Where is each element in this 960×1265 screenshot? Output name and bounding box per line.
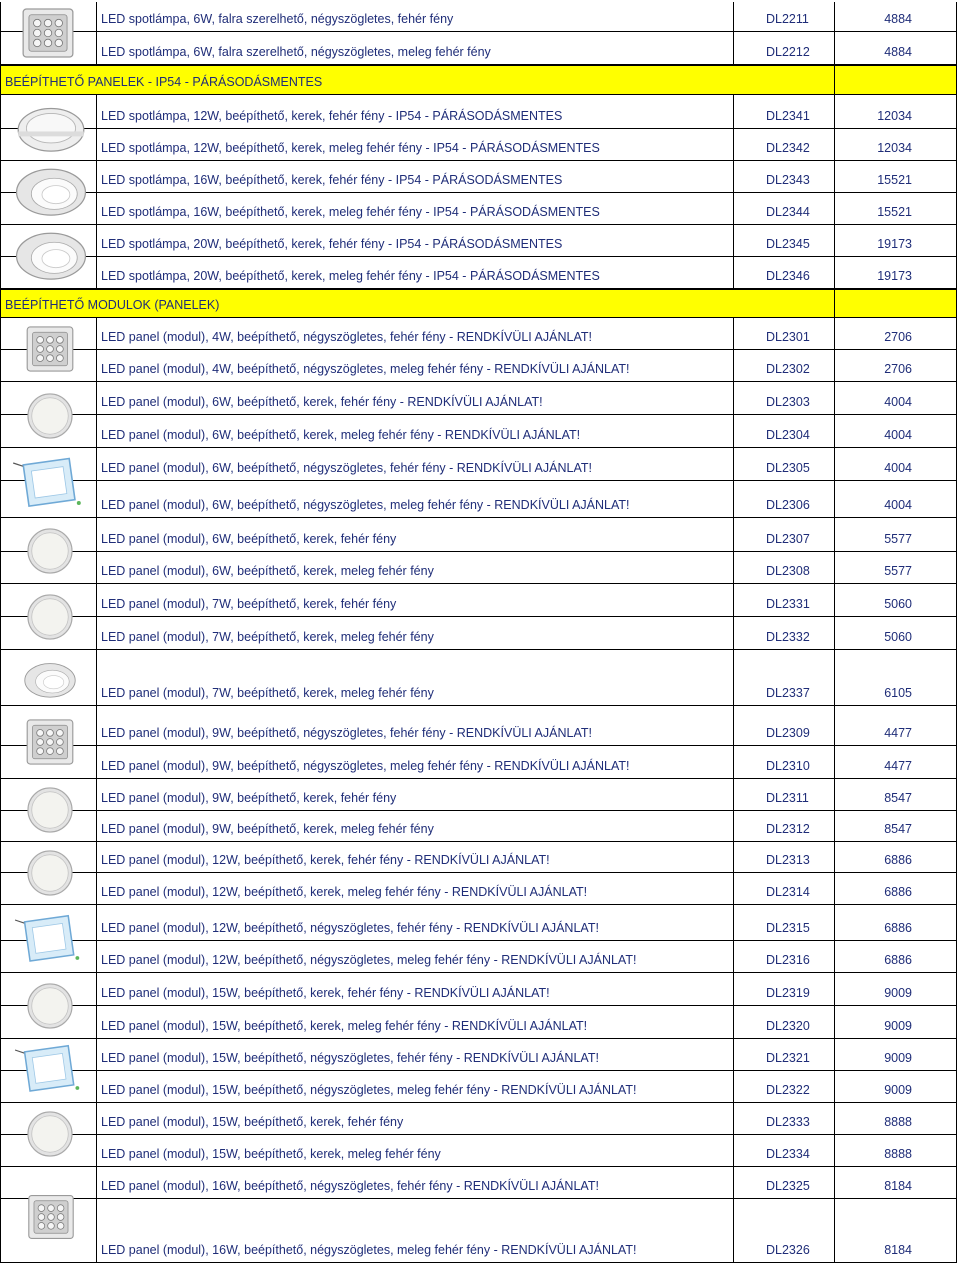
price-cell bbox=[835, 617, 957, 650]
product-code: DL2305 bbox=[766, 461, 810, 475]
product-code: DL2341 bbox=[766, 109, 810, 123]
description-cell bbox=[97, 1199, 734, 1263]
product-row bbox=[0, 584, 960, 617]
product-row bbox=[0, 650, 960, 706]
product-description: LED panel (modul), 6W, beépíthető, kerek, meleg fehér fény bbox=[101, 564, 434, 578]
code-cell bbox=[734, 350, 835, 382]
image-cell bbox=[0, 448, 97, 481]
description-cell bbox=[97, 350, 734, 382]
product-code: DL2319 bbox=[766, 986, 810, 1000]
description-cell bbox=[97, 552, 734, 584]
code-cell bbox=[734, 193, 835, 225]
code-cell bbox=[734, 617, 835, 650]
code-cell bbox=[734, 811, 835, 842]
product-row bbox=[0, 32, 960, 65]
product-description: LED panel (modul), 15W, beépíthető, kerek, meleg fehér fény bbox=[101, 1147, 441, 1161]
product-description: LED spotlámpa, 12W, beépíthető, kerek, meleg fehér fény - IP54 - PÁRÁSODÁSMENTES bbox=[101, 141, 600, 155]
image-cell bbox=[0, 973, 97, 1006]
product-code: DL2334 bbox=[766, 1147, 810, 1161]
product-code: DL2322 bbox=[766, 1083, 810, 1097]
product-code: DL2313 bbox=[766, 853, 810, 867]
code-cell bbox=[734, 973, 835, 1006]
product-row bbox=[0, 448, 960, 481]
price-cell bbox=[835, 873, 957, 905]
product-price: 4884 bbox=[884, 45, 912, 59]
code-cell bbox=[734, 1103, 835, 1135]
price-cell bbox=[835, 415, 957, 448]
price-cell bbox=[835, 1039, 957, 1071]
product-row bbox=[0, 257, 960, 289]
description-cell bbox=[97, 382, 734, 415]
product-price: 9009 bbox=[884, 1083, 912, 1097]
product-description: LED spotlámpa, 12W, beépíthető, kerek, fehér fény - IP54 - PÁRÁSODÁSMENTES bbox=[101, 109, 563, 123]
product-price: 19173 bbox=[877, 269, 912, 283]
product-code: DL2331 bbox=[766, 597, 810, 611]
product-price: 4004 bbox=[884, 461, 912, 475]
product-price: 9009 bbox=[884, 986, 912, 1000]
image-cell bbox=[0, 1103, 97, 1135]
section-heading: BEÉPÍTHETŐ MODULOK (PANELEK) bbox=[5, 298, 220, 312]
product-description: LED panel (modul), 12W, beépíthető, négyszögletes, fehér fény - RENDKÍVÜLI AJÁNLAT! bbox=[101, 921, 599, 935]
product-code: DL2320 bbox=[766, 1019, 810, 1033]
image-cell bbox=[0, 873, 97, 905]
description-cell bbox=[97, 481, 734, 518]
product-row bbox=[0, 973, 960, 1006]
code-cell bbox=[734, 552, 835, 584]
description-cell bbox=[97, 905, 734, 941]
price-cell bbox=[835, 318, 957, 350]
price-cell bbox=[835, 746, 957, 779]
image-cell bbox=[0, 2, 97, 32]
product-code: DL2306 bbox=[766, 498, 810, 512]
price-cell bbox=[835, 1199, 957, 1263]
product-row bbox=[0, 2, 960, 32]
code-cell bbox=[734, 481, 835, 518]
product-code: DL2345 bbox=[766, 237, 810, 251]
price-cell bbox=[835, 382, 957, 415]
product-code: DL2325 bbox=[766, 1179, 810, 1193]
description-cell bbox=[97, 415, 734, 448]
image-cell bbox=[0, 225, 97, 257]
description-cell bbox=[97, 650, 734, 706]
price-cell bbox=[835, 1167, 957, 1199]
price-cell bbox=[835, 193, 957, 225]
image-cell bbox=[0, 161, 97, 193]
product-row bbox=[0, 779, 960, 811]
product-description: LED spotlámpa, 20W, beépíthető, kerek, fehér fény - IP54 - PÁRÁSODÁSMENTES bbox=[101, 237, 563, 251]
product-description: LED panel (modul), 6W, beépíthető, kerek, meleg fehér fény - RENDKÍVÜLI AJÁNLAT! bbox=[101, 428, 581, 442]
code-cell bbox=[734, 1167, 835, 1199]
product-price: 4477 bbox=[884, 726, 912, 740]
image-cell bbox=[0, 941, 97, 973]
code-cell bbox=[734, 1039, 835, 1071]
price-cell bbox=[835, 481, 957, 518]
product-description: LED panel (modul), 15W, beépíthető, négyszögletes, meleg fehér fény - RENDKÍVÜLI AJÁNLAT! bbox=[101, 1083, 637, 1097]
product-code: DL2212 bbox=[766, 45, 810, 59]
code-cell bbox=[734, 1135, 835, 1167]
product-price: 9009 bbox=[884, 1019, 912, 1033]
image-cell bbox=[0, 552, 97, 584]
product-code: DL2301 bbox=[766, 330, 810, 344]
image-cell bbox=[0, 1135, 97, 1167]
image-cell bbox=[0, 584, 97, 617]
description-cell bbox=[97, 584, 734, 617]
price-cell bbox=[835, 1103, 957, 1135]
code-cell bbox=[734, 32, 835, 65]
product-row bbox=[0, 95, 960, 129]
product-code: DL2321 bbox=[766, 1051, 810, 1065]
price-cell bbox=[835, 584, 957, 617]
image-cell bbox=[0, 350, 97, 382]
product-row bbox=[0, 415, 960, 448]
product-row bbox=[0, 193, 960, 225]
product-row bbox=[0, 617, 960, 650]
section-heading-cell bbox=[0, 289, 835, 318]
image-cell bbox=[0, 1199, 97, 1263]
product-code: DL2304 bbox=[766, 428, 810, 442]
product-row bbox=[0, 1135, 960, 1167]
product-price: 19173 bbox=[877, 237, 912, 251]
price-cell bbox=[835, 650, 957, 706]
product-row bbox=[0, 842, 960, 873]
product-price: 4004 bbox=[884, 498, 912, 512]
product-price: 12034 bbox=[877, 109, 912, 123]
code-cell bbox=[734, 873, 835, 905]
price-cell bbox=[835, 225, 957, 257]
description-cell bbox=[97, 1071, 734, 1103]
product-price: 5060 bbox=[884, 630, 912, 644]
image-cell bbox=[0, 811, 97, 842]
description-cell bbox=[97, 617, 734, 650]
product-price: 15521 bbox=[877, 205, 912, 219]
code-cell bbox=[734, 1006, 835, 1039]
product-description: LED panel (modul), 15W, beépíthető, négyszögletes, fehér fény - RENDKÍVÜLI AJÁNLAT! bbox=[101, 1051, 599, 1065]
product-price: 4004 bbox=[884, 428, 912, 442]
product-row bbox=[0, 1199, 960, 1263]
description-cell bbox=[97, 1135, 734, 1167]
description-cell bbox=[97, 1039, 734, 1071]
price-cell bbox=[835, 257, 957, 289]
product-code: DL2342 bbox=[766, 141, 810, 155]
image-cell bbox=[0, 129, 97, 161]
product-row bbox=[0, 811, 960, 842]
product-description: LED spotlámpa, 6W, falra szerelhető, négyszögletes, fehér fény bbox=[101, 12, 454, 26]
price-cell bbox=[835, 350, 957, 382]
product-price: 2706 bbox=[884, 330, 912, 344]
product-price: 8547 bbox=[884, 791, 912, 805]
code-cell bbox=[734, 941, 835, 973]
product-price: 5060 bbox=[884, 597, 912, 611]
product-price: 2706 bbox=[884, 362, 912, 376]
product-code: DL2343 bbox=[766, 173, 810, 187]
section-heading-cell bbox=[0, 65, 835, 95]
image-cell bbox=[0, 1006, 97, 1039]
image-cell bbox=[0, 415, 97, 448]
code-cell bbox=[734, 905, 835, 941]
product-row bbox=[0, 1071, 960, 1103]
code-cell bbox=[734, 415, 835, 448]
price-cell bbox=[835, 2, 957, 32]
price-cell bbox=[835, 1135, 957, 1167]
price-cell bbox=[835, 1071, 957, 1103]
product-price: 5577 bbox=[884, 532, 912, 546]
product-price: 8888 bbox=[884, 1147, 912, 1161]
description-cell bbox=[97, 973, 734, 1006]
image-cell bbox=[0, 382, 97, 415]
section-header-row bbox=[0, 289, 960, 318]
image-cell bbox=[0, 481, 97, 518]
code-cell bbox=[734, 650, 835, 706]
description-cell bbox=[97, 448, 734, 481]
product-price: 8184 bbox=[884, 1179, 912, 1193]
product-description: LED panel (modul), 6W, beépíthető, kerek, fehér fény bbox=[101, 532, 397, 546]
price-cell bbox=[835, 842, 957, 873]
product-price: 15521 bbox=[877, 173, 912, 187]
description-cell bbox=[97, 318, 734, 350]
product-price: 12034 bbox=[877, 141, 912, 155]
product-description: LED panel (modul), 16W, beépíthető, négyszögletes, fehér fény - RENDKÍVÜLI AJÁNLAT! bbox=[101, 1179, 599, 1193]
product-row bbox=[0, 382, 960, 415]
product-description: LED panel (modul), 6W, beépíthető, kerek, fehér fény - RENDKÍVÜLI AJÁNLAT! bbox=[101, 395, 543, 409]
code-cell bbox=[734, 448, 835, 481]
price-cell bbox=[835, 129, 957, 161]
product-code: DL2307 bbox=[766, 532, 810, 546]
product-price: 4004 bbox=[884, 395, 912, 409]
product-description: LED panel (modul), 12W, beépíthető, négyszögletes, meleg fehér fény - RENDKÍVÜLI AJÁNLAT! bbox=[101, 953, 637, 967]
price-cell bbox=[835, 973, 957, 1006]
code-cell bbox=[734, 382, 835, 415]
code-cell bbox=[734, 318, 835, 350]
description-cell bbox=[97, 129, 734, 161]
code-cell bbox=[734, 779, 835, 811]
product-description: LED panel (modul), 7W, beépíthető, kerek, meleg fehér fény bbox=[101, 686, 434, 700]
price-cell bbox=[835, 161, 957, 193]
product-row bbox=[0, 225, 960, 257]
product-description: LED panel (modul), 15W, beépíthető, kerek, meleg fehér fény - RENDKÍVÜLI AJÁNLAT! bbox=[101, 1019, 588, 1033]
image-cell bbox=[0, 257, 97, 289]
product-description: LED panel (modul), 4W, beépíthető, négyszögletes, fehér fény - RENDKÍVÜLI AJÁNLAT! bbox=[101, 330, 592, 344]
image-cell bbox=[0, 779, 97, 811]
product-description: LED panel (modul), 4W, beépíthető, négyszögletes, meleg fehér fény - RENDKÍVÜLI AJÁNLAT! bbox=[101, 362, 630, 376]
product-description: LED panel (modul), 7W, beépíthető, kerek, fehér fény bbox=[101, 597, 397, 611]
product-description: LED panel (modul), 16W, beépíthető, négyszögletes, meleg fehér fény - RENDKÍVÜLI AJÁNLAT! bbox=[101, 1243, 637, 1257]
code-cell bbox=[734, 257, 835, 289]
product-price: 5577 bbox=[884, 564, 912, 578]
price-cell bbox=[835, 905, 957, 941]
code-cell bbox=[734, 225, 835, 257]
product-price: 9009 bbox=[884, 1051, 912, 1065]
description-cell bbox=[97, 2, 734, 32]
product-row bbox=[0, 552, 960, 584]
product-price: 6886 bbox=[884, 885, 912, 899]
product-price: 4884 bbox=[884, 12, 912, 26]
product-description: LED panel (modul), 9W, beépíthető, kerek, meleg fehér fény bbox=[101, 822, 434, 836]
description-cell bbox=[97, 95, 734, 129]
product-code: DL2211 bbox=[766, 12, 809, 26]
price-cell bbox=[835, 1006, 957, 1039]
image-cell bbox=[0, 95, 97, 129]
product-description: LED panel (modul), 12W, beépíthető, kerek, meleg fehér fény - RENDKÍVÜLI AJÁNLAT! bbox=[101, 885, 588, 899]
code-cell bbox=[734, 129, 835, 161]
product-code: DL2308 bbox=[766, 564, 810, 578]
product-row bbox=[0, 1039, 960, 1071]
product-price: 6886 bbox=[884, 921, 912, 935]
product-description: LED spotlámpa, 6W, falra szerelhető, négyszögletes, meleg fehér fény bbox=[101, 45, 491, 59]
product-code: DL2309 bbox=[766, 726, 810, 740]
image-cell bbox=[0, 1071, 97, 1103]
image-cell bbox=[0, 518, 97, 552]
image-cell bbox=[0, 318, 97, 350]
product-row bbox=[0, 746, 960, 779]
code-cell bbox=[734, 1071, 835, 1103]
description-cell bbox=[97, 1006, 734, 1039]
product-row bbox=[0, 1006, 960, 1039]
product-row bbox=[0, 873, 960, 905]
description-cell bbox=[97, 779, 734, 811]
price-cell bbox=[835, 552, 957, 584]
code-cell bbox=[734, 2, 835, 32]
product-description: LED panel (modul), 9W, beépíthető, négyszögletes, meleg fehér fény - RENDKÍVÜLI AJÁNLAT! bbox=[101, 759, 630, 773]
product-description: LED panel (modul), 6W, beépíthető, négyszögletes, meleg fehér fény - RENDKÍVÜLI AJÁNLAT! bbox=[101, 498, 630, 512]
product-row bbox=[0, 350, 960, 382]
image-cell bbox=[0, 1039, 97, 1071]
price-cell bbox=[835, 95, 957, 129]
description-cell bbox=[97, 811, 734, 842]
price-cell bbox=[835, 518, 957, 552]
product-code: DL2337 bbox=[766, 686, 810, 700]
description-cell bbox=[97, 1103, 734, 1135]
product-row bbox=[0, 318, 960, 350]
product-row bbox=[0, 1103, 960, 1135]
product-code: DL2333 bbox=[766, 1115, 810, 1129]
product-price: 6886 bbox=[884, 853, 912, 867]
product-row bbox=[0, 518, 960, 552]
product-code: DL2312 bbox=[766, 822, 810, 836]
description-cell bbox=[97, 161, 734, 193]
description-cell bbox=[97, 746, 734, 779]
image-cell bbox=[0, 842, 97, 873]
product-code: DL2314 bbox=[766, 885, 810, 899]
product-description: LED panel (modul), 12W, beépíthető, kerek, fehér fény - RENDKÍVÜLI AJÁNLAT! bbox=[101, 853, 550, 867]
product-price: 6105 bbox=[884, 686, 912, 700]
price-cell bbox=[835, 448, 957, 481]
description-cell bbox=[97, 873, 734, 905]
product-code: DL2315 bbox=[766, 921, 810, 935]
product-description: LED panel (modul), 7W, beépíthető, kerek, meleg fehér fény bbox=[101, 630, 434, 644]
product-code: DL2303 bbox=[766, 395, 810, 409]
description-cell bbox=[97, 706, 734, 746]
product-price: 6886 bbox=[884, 953, 912, 967]
image-cell bbox=[0, 650, 97, 706]
product-row bbox=[0, 161, 960, 193]
description-cell bbox=[97, 518, 734, 552]
description-cell bbox=[97, 1167, 734, 1199]
code-cell bbox=[734, 161, 835, 193]
price-cell bbox=[835, 779, 957, 811]
description-cell bbox=[97, 225, 734, 257]
description-cell bbox=[97, 842, 734, 873]
product-row bbox=[0, 129, 960, 161]
product-description: LED spotlámpa, 16W, beépíthető, kerek, meleg fehér fény - IP54 - PÁRÁSODÁSMENTES bbox=[101, 205, 600, 219]
description-cell bbox=[97, 32, 734, 65]
code-cell bbox=[734, 584, 835, 617]
price-cell bbox=[835, 32, 957, 65]
product-row bbox=[0, 941, 960, 973]
product-price: 4477 bbox=[884, 759, 912, 773]
product-price: 8547 bbox=[884, 822, 912, 836]
product-code: DL2332 bbox=[766, 630, 810, 644]
section-heading: BEÉPÍTHETŐ PANELEK - IP54 - PÁRÁSODÁSMENTES bbox=[5, 75, 323, 89]
description-cell bbox=[97, 257, 734, 289]
code-cell bbox=[734, 518, 835, 552]
image-cell bbox=[0, 32, 97, 65]
code-cell bbox=[734, 706, 835, 746]
description-cell bbox=[97, 941, 734, 973]
price-cell bbox=[835, 706, 957, 746]
product-code: DL2326 bbox=[766, 1243, 810, 1257]
product-code: DL2302 bbox=[766, 362, 810, 376]
section-blank-cell bbox=[835, 289, 957, 318]
product-row bbox=[0, 905, 960, 941]
product-code: DL2316 bbox=[766, 953, 810, 967]
image-cell bbox=[0, 1167, 97, 1199]
product-description: LED panel (modul), 9W, beépíthető, kerek, fehér fény bbox=[101, 791, 397, 805]
code-cell bbox=[734, 95, 835, 129]
image-cell bbox=[0, 746, 97, 779]
description-cell bbox=[97, 193, 734, 225]
product-row bbox=[0, 481, 960, 518]
product-price: 8184 bbox=[884, 1243, 912, 1257]
image-cell bbox=[0, 193, 97, 225]
code-cell bbox=[734, 842, 835, 873]
product-description: LED spotlámpa, 16W, beépíthető, kerek, fehér fény - IP54 - PÁRÁSODÁSMENTES bbox=[101, 173, 563, 187]
image-cell bbox=[0, 617, 97, 650]
image-cell bbox=[0, 905, 97, 941]
section-blank-cell bbox=[835, 65, 957, 95]
product-description: LED spotlámpa, 20W, beépíthető, kerek, meleg fehér fény - IP54 - PÁRÁSODÁSMENTES bbox=[101, 269, 600, 283]
price-cell bbox=[835, 811, 957, 842]
price-cell bbox=[835, 941, 957, 973]
image-cell bbox=[0, 706, 97, 746]
product-code: DL2344 bbox=[766, 205, 810, 219]
code-cell bbox=[734, 1199, 835, 1263]
product-price: 8888 bbox=[884, 1115, 912, 1129]
section-header-row bbox=[0, 65, 960, 95]
product-description: LED panel (modul), 9W, beépíthető, négyszögletes, fehér fény - RENDKÍVÜLI AJÁNLAT! bbox=[101, 726, 592, 740]
product-code: DL2311 bbox=[766, 791, 809, 805]
code-cell bbox=[734, 746, 835, 779]
product-row bbox=[0, 706, 960, 746]
product-description: LED panel (modul), 15W, beépíthető, kerek, fehér fény - RENDKÍVÜLI AJÁNLAT! bbox=[101, 986, 550, 1000]
product-code: DL2346 bbox=[766, 269, 810, 283]
product-description: LED panel (modul), 6W, beépíthető, négyszögletes, fehér fény - RENDKÍVÜLI AJÁNLAT! bbox=[101, 461, 592, 475]
product-description: LED panel (modul), 15W, beépíthető, kerek, fehér fény bbox=[101, 1115, 404, 1129]
product-row bbox=[0, 1167, 960, 1199]
product-code: DL2310 bbox=[766, 759, 810, 773]
